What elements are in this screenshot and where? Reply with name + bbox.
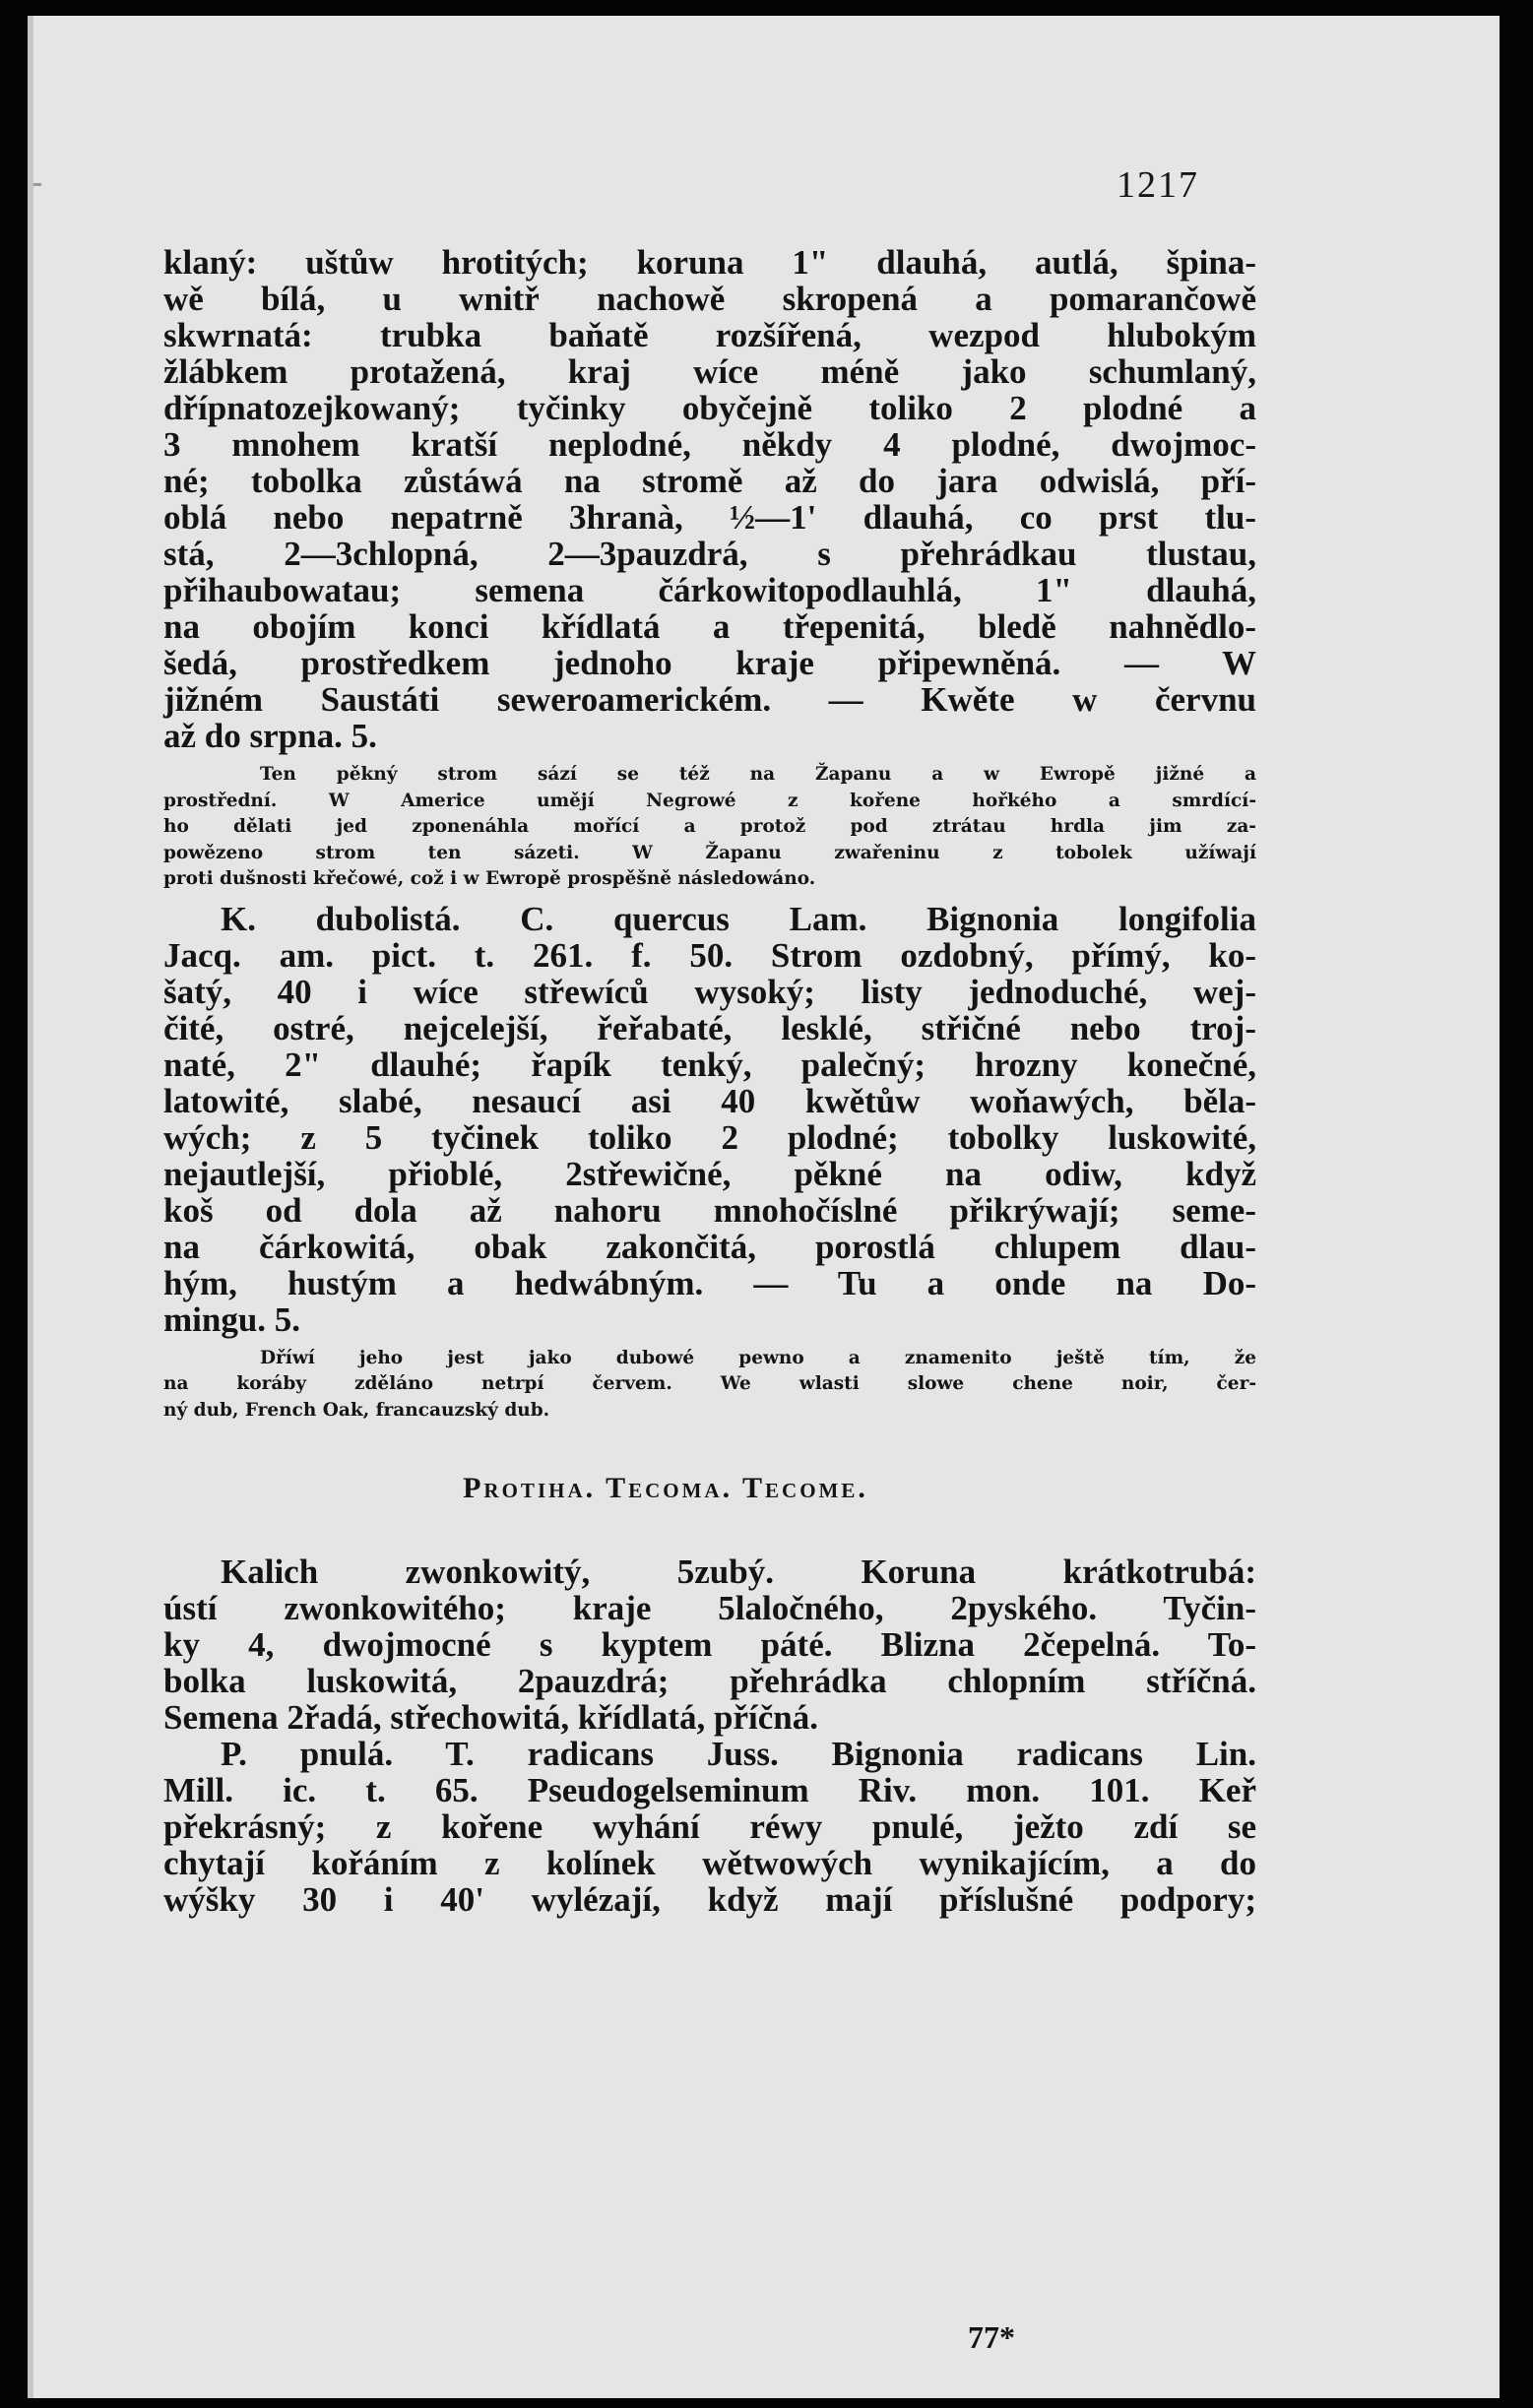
genus-heading: Protiha. Tecoma. Tecome. [463, 1472, 868, 1504]
text-line: Kalich zwonkowitý, 5zubý. Koruna krátkotrubá: [221, 1553, 1256, 1591]
footnote-line: powězeno strom ten sázeti. W Žapanu zwařeninu z tobolek užíwají [163, 842, 1256, 863]
footnote-line: ný dub, French Oak, francauzský dub. [163, 1399, 550, 1421]
book-page [28, 16, 1500, 2398]
text-line: klaný: uštůw hrotitých; koruna 1" dlauhá, autlá, špina- [163, 243, 1256, 282]
text-line: Semena 2řadá, střechowitá, křídlatá, příčná. [163, 1698, 818, 1737]
text-line: přihaubowatau; semena čárkowitopodlauhlá, 1" dlauhá, [163, 571, 1256, 609]
text-line: mingu. 5. [163, 1299, 301, 1339]
genus-description [163, 1553, 1256, 1736]
text-line: wě bílá, u wnitř nachowě skropená a pomarančowě [163, 280, 1256, 318]
footnote-line: na koráby zděláno netrpí červem. We wlasti slowe chene noir, čer- [163, 1373, 1256, 1394]
text-line: wých; z 5 tyčinek toliko 2 plodné; tobolky luskowité, [163, 1117, 1256, 1157]
text-line: na obojím konci křídlatá a třepenitá, bledě nahnědlo- [163, 607, 1256, 646]
species-entry [163, 1736, 1256, 1918]
text-line: ústí zwonkowitého; kraje 5laločného, 2pyského. Tyčin- [163, 1589, 1256, 1627]
footnote-line: proti dušnosti křečowé, což i w Ewropě prospěšně následowáno. [163, 868, 816, 889]
species-entry [163, 901, 1256, 1338]
text-line: 3 mnohem kratší neplodné, někdy 4 plodné, dwojmoc- [163, 425, 1256, 464]
text-line: na čárkowitá, obak zakončitá, porostlá chlupem dlau- [163, 1227, 1256, 1266]
footnote-block [163, 1346, 1256, 1425]
text-line: né; tobolka zůstáwá na stromě až do jara odwislá, pří- [163, 462, 1256, 500]
text-line: hým, hustým a hedwábným. — Tu a onde na Do- [163, 1263, 1256, 1302]
footnote-line: ho dělati jed zponenáhla mořící a protož pod ztrátau hrdla jim za- [163, 816, 1256, 837]
text-line: stá, 2—3chlopná, 2—3pauzdrá, s přehrádkau tlustau, [163, 535, 1256, 573]
text-line: šedá, prostředkem jednoho kraje připewněná. — W [163, 644, 1256, 682]
text-line: koš od dola až nahoru mnohočíslné přikrýwají; seme- [163, 1190, 1256, 1230]
text-line: P. pnulá. T. radicans Juss. Bignonia radicans Lin. [221, 1735, 1256, 1773]
text-line: chytají kořáním z kolínek wětwowých wynikajícím, a do [163, 1844, 1256, 1882]
footnote-block [163, 762, 1256, 893]
footnote-line: Ten pěkný strom sází se též na Žapanu a w Ewropě jižné a [260, 764, 1256, 785]
edge-mark [28, 183, 41, 186]
text-line: oblá nebo nepatrně 3hranà, ½—1' dlauhá, co prst tlu- [163, 498, 1256, 537]
text-line: až do srpna. 5. [163, 717, 377, 755]
printer-signature: 77* [968, 2319, 1015, 2355]
text-line: wýšky 30 i 40' wylézají, když mají příslušné podpory; [163, 1880, 1256, 1919]
text-line: šatý, 40 i wíce střewíců wysoký; listy jednoduché, wej- [163, 972, 1256, 1011]
text-line: naté, 2" dlauhé; řapík tenký, palečný; hrozny konečné, [163, 1045, 1256, 1084]
main-text [163, 244, 1256, 1918]
text-line: bolka luskowitá, 2pauzdrá; přehrádka chlopním stříčná. [163, 1662, 1256, 1700]
text-line: latowité, slabé, nesaucí asi 40 kwětůw woňawých, běla- [163, 1081, 1256, 1120]
text-line: čité, ostré, nejcelejší, řeřabaté, lesklé, střičné nebo troj- [163, 1008, 1256, 1047]
text-line: nejautlejší, přioblé, 2střewičné, pěkné na odiw, když [163, 1154, 1256, 1193]
footnote-line: Dříwí jeho jest jako dubowé pewno a znamenito ještě tím, že [260, 1347, 1256, 1368]
text-line: žlábkem protažená, kraj wíce méně jako schumlaný, [163, 352, 1256, 391]
text-line: Mill. ic. t. 65. Pseudogelseminum Riv. mon. 101. Keř [163, 1771, 1256, 1809]
page-number: 1217 [1117, 164, 1199, 206]
text-line: dřípnatozejkowaný; tyčinky obyčejně toliko 2 plodné a [163, 389, 1256, 427]
text-line: Jacq. am. pict. t. 261. f. 50. Strom ozdobný, přímý, ko- [163, 935, 1256, 975]
paragraph-continuation [163, 244, 1256, 754]
text-line: překrásný; z kořene wyhání réwy pnulé, ježto zdí se [163, 1807, 1256, 1846]
text-line: jižném Saustáti seweroamerickém. — Kwěte w červnu [163, 680, 1256, 719]
text-line: ky 4, dwojmocné s kyptem páté. Blizna 2čepelná. To- [163, 1625, 1256, 1664]
text-line: skwrnatá: trubka baňatě rozšířená, wezpod hlubokým [163, 316, 1256, 354]
text-line: K. dubolistá. C. quercus Lam. Bignonia longifolia [221, 899, 1256, 938]
footnote-line: prostřední. W Americe umějí Negrowé z kořene hořkého a smrdící- [163, 790, 1256, 811]
